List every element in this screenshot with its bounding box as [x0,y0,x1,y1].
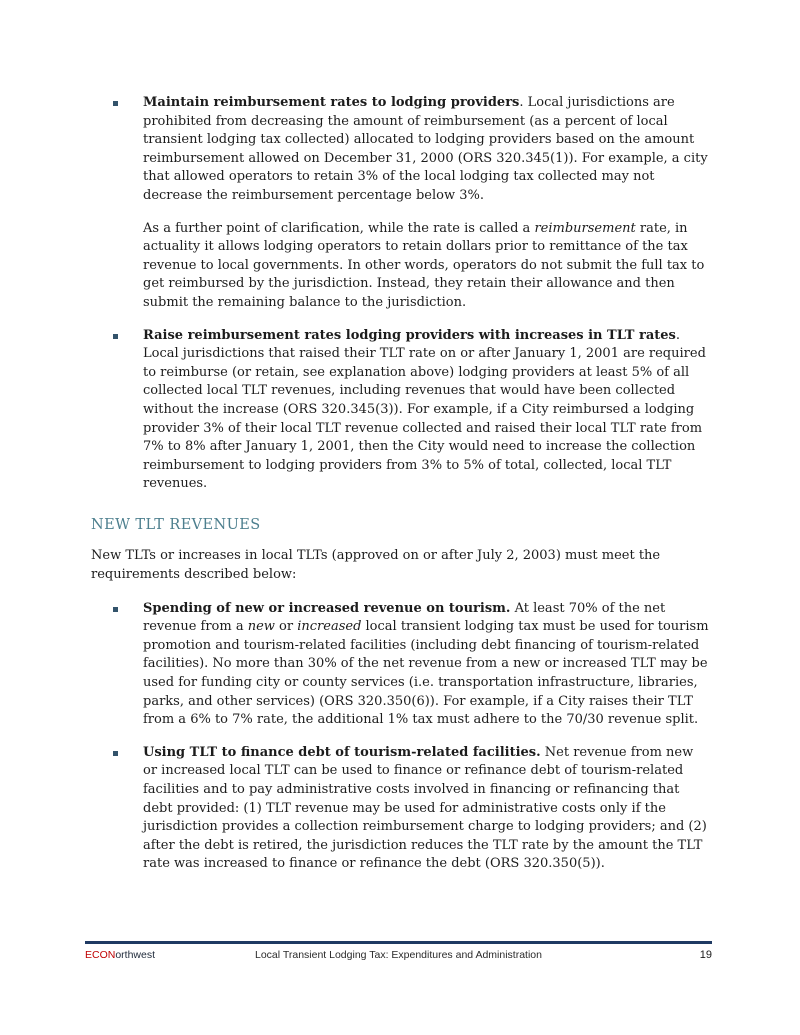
page-footer [85,941,712,961]
bullet-paragraph-raise-rates: Raise reimbursement rates lodging providers with increases in TLT rates. Local jurisdictions that raised their TLT rate on or after January 1, 2001 are required to reimburse (or retain, see explanation above) lodging providers at least 5% of all collected local TLT revenues, including revenues that would have been collected without the increase (ORS 320.345(3)). For example, if a City reimbursed a lodging provider 3% of their local TLT revenue collected and raised their local TLT rate from 7% to 8% after January 1, 2001, then the City would need to increase the collection reimbursement to lodging providers from 3% to 5% of total, collected, local TLT revenues. [143,327,706,492]
bullet-item-spending-tourism [91,600,711,730]
square-bullet-icon [113,101,118,106]
brand-econ-text: ECON [85,949,116,961]
bullet-item-raise-rates [91,327,711,494]
intro-paragraph: New TLTs or increases in local TLTs (approved on or after July 2, 2003) must meet the requirements described below: [91,548,661,583]
brand-northwest-text: orthwest [115,949,156,961]
bullet-paragraph-finance-debt: Using TLT to finance debt of tourism-related facilities. Net revenue from new or increased local TLT can be used to finance or refinance debt of tourism-related facilities and to pay administrative costs involved in financing or refinancing that debt provided: (1) TLT revenue may be used for administrative costs only if the jurisdiction provides a collection reimbursement charge to lodging providers; and (2) after the debt is retired, the jurisdiction reduces the TLT rate by the amount the TLT rate was increased to finance or refinance the debt (ORS 320.350(5)). [143,744,707,872]
bullet-paragraph-maintain-rates: Maintain reimbursement rates to lodging providers. Local jurisdictions are prohibited from decreasing the amount of reimbursement (as a percent of local transient lodging tax collected) allocated to lodging providers based on the amount reimbursement allowed on December 31, 2000 (ORS 320.345(1)). For example, a city that allowed operators to retain 3% of the local lodging tax collected may not decrease the reimbursement percentage below 3%. [143,95,708,203]
footer-document-title: Local Transient Lodging Tax: Expenditures and Administration [255,949,542,961]
econorthwest-logo [85,949,245,961]
bullet-item-finance-debt [91,744,711,874]
square-bullet-icon [113,751,118,756]
footer-row [85,949,712,961]
bullet-paragraph-spending-tourism: Spending of new or increased revenue on tourism. At least 70% of the net revenue from a new or increased local transient lodging tax must be used for tourism promotion and tourism-related facilities (including debt financing of tourism-related facilities). No more than 30% of the net revenue from a new or increased TLT may be used for funding city or county services (i.e. transportation infrastructure, libraries, parks, and other services) (ORS 320.350(6)). For example, if a City raises their TLT from a 6% to 7% rate, the additional 1% tax must adhere to the 70/30 revenue split. [143,600,709,728]
bullet-item-maintain-rates [91,94,711,206]
square-bullet-icon [113,334,118,339]
clarification-paragraph: As a further point of clarification, while the rate is called a reimbursement rate, in actuality it allows lodging operators to retain dollars prior to remittance of the tax revenue to local governments. In other words, operators do not submit the full tax to get reimbursed by the jurisdiction. Instead, they retain their allowance and then submit the remaining balance to the jurisdiction. [143,220,705,310]
footer-rule [85,941,712,944]
page-content [91,94,711,888]
section-heading-new-tlt-revenues: NEW TLT REVENUES [91,516,261,533]
page-number: 19 [699,949,712,961]
square-bullet-icon [113,607,118,612]
